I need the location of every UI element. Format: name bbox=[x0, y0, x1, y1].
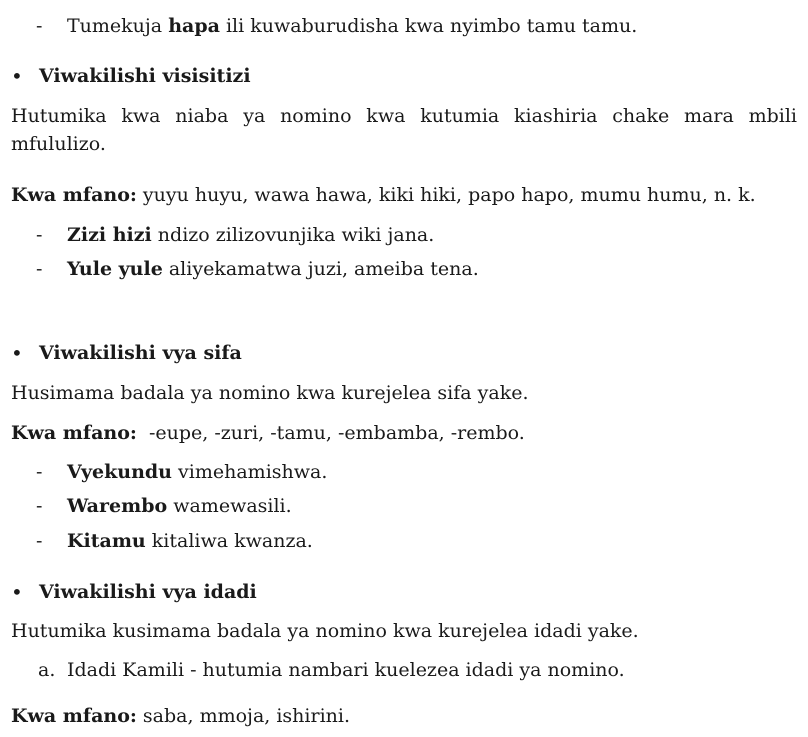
dash-marker: - bbox=[36, 258, 43, 280]
list-item-text bbox=[67, 256, 479, 282]
example-values: -eupe, -zuri, -tamu, -embamba, -rembo. bbox=[136, 422, 525, 444]
dash-marker: - bbox=[36, 495, 43, 517]
example-label: Kwa mfano: bbox=[11, 422, 137, 444]
heading-text: Viwakilishi vya sifa bbox=[39, 342, 242, 364]
example-label: Kwa mfano: bbox=[11, 705, 137, 727]
text-run: Tumekuja bbox=[67, 15, 169, 37]
text-run: ndizo zilizovunjika wiki jana. bbox=[151, 224, 435, 246]
list-item-text bbox=[67, 222, 434, 248]
example-values: saba, mmoja, ishirini. bbox=[136, 705, 351, 727]
example-text bbox=[11, 182, 797, 208]
heading-text: Viwakilishi vya idadi bbox=[39, 581, 257, 603]
sub-list-text: Idadi Kamili - hutumia nambari kuelezea idadi ya nomino. bbox=[67, 659, 625, 681]
bold-term: Zizi hizi bbox=[67, 224, 152, 246]
paragraph-line: Hutumika kusimama badala ya nomino kwa kurejelea idadi yake. bbox=[11, 620, 639, 642]
text-run: wamewasili. bbox=[167, 495, 292, 517]
text-run: vimehamishwa. bbox=[172, 461, 328, 483]
bold-term: Yule yule bbox=[67, 258, 163, 280]
example-label: Kwa mfano: bbox=[11, 184, 137, 206]
list-item-text bbox=[67, 459, 327, 485]
bold-term: hapa bbox=[168, 15, 220, 37]
example-values: yuyu huyu, wawa hawa, kiki hiki, papo hapo, mumu humu, n. k. bbox=[136, 184, 756, 206]
bold-term: Warembo bbox=[67, 495, 168, 517]
bullet-icon: • bbox=[11, 341, 23, 365]
example-text bbox=[11, 420, 797, 446]
bullet-icon: • bbox=[11, 580, 23, 604]
paragraph-line: Husimama badala ya nomino kwa kurejelea sifa yake. bbox=[11, 382, 529, 404]
list-item-text bbox=[67, 528, 313, 554]
bold-term: Vyekundu bbox=[67, 461, 172, 483]
dash-marker: - bbox=[36, 224, 43, 246]
text-run: ili kuwaburudisha kwa nyimbo tamu tamu. bbox=[219, 15, 638, 37]
paragraph-line: Hutumika kwa niaba ya nomino kwa kutumia kiashiria chake mara mbili bbox=[11, 105, 797, 127]
text-run: aliyekamatwa juzi, ameiba tena. bbox=[162, 258, 479, 280]
bold-term: Kitamu bbox=[67, 530, 146, 552]
list-item-text bbox=[67, 493, 292, 519]
sub-list-marker: a. bbox=[38, 659, 56, 681]
paragraph-line: mfululizo. bbox=[11, 133, 106, 155]
heading-text: Viwakilishi visisitizi bbox=[39, 65, 251, 87]
text-run: kitaliwa kwanza. bbox=[145, 530, 313, 552]
dash-marker: - bbox=[36, 530, 43, 552]
list-item-text bbox=[67, 13, 637, 39]
bullet-icon: • bbox=[11, 64, 23, 88]
dash-marker: - bbox=[36, 461, 43, 483]
example-text bbox=[11, 703, 797, 729]
dash-marker: - bbox=[36, 15, 43, 37]
